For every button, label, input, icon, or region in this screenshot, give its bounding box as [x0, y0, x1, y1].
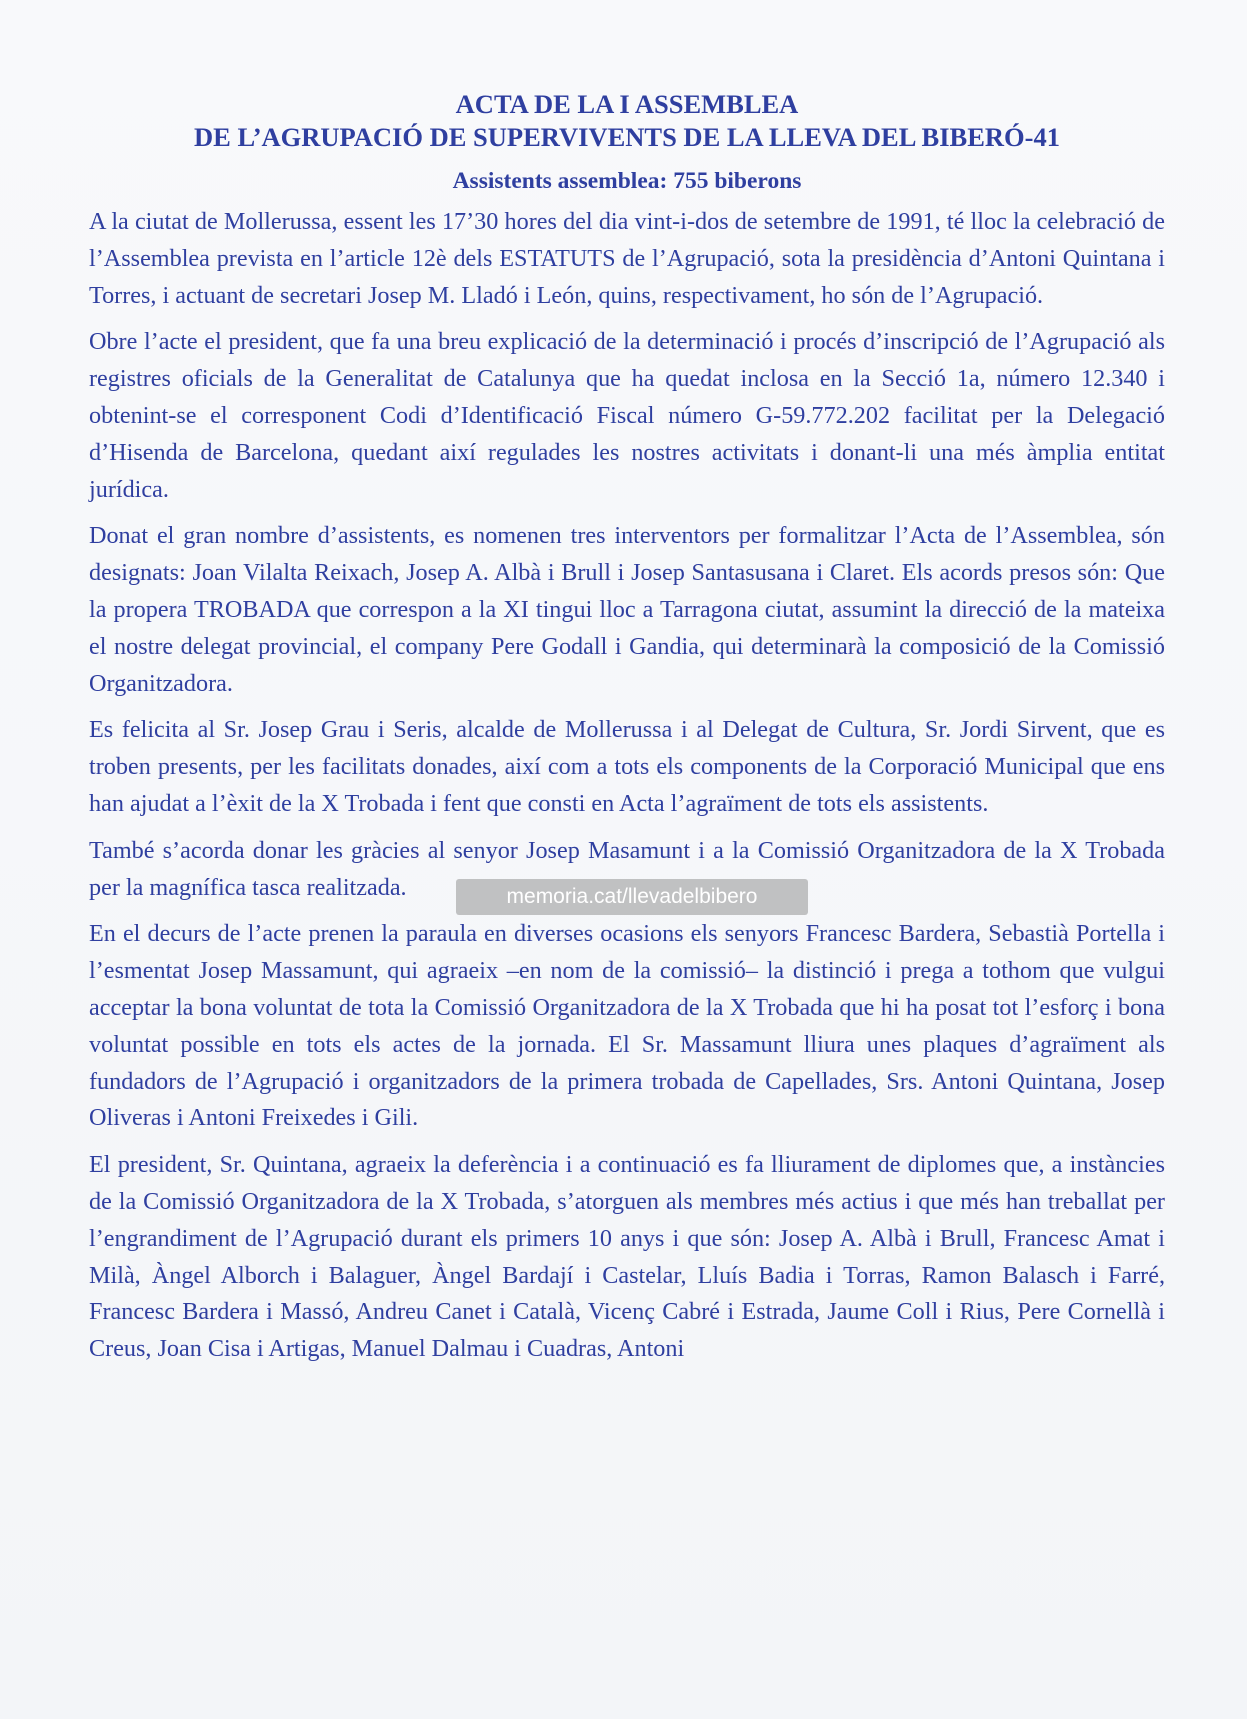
- paragraph: Donat el gran nombre d’assistents, es nomenen tres interventors per formalitzar l’Acta de l’Assemblea, són designats: Joan Vilalta Reixach, Josep A. Albà i Brull i Josep Santasusana i Claret. Els acords presos són: Que la propera TROBADA que correspon a la XI tingui lloc a Tarragona ciutat, assumint la direcció de la mateixa el nostre delegat provincial, el company Pere Godall i Gandia, qui determinarà la composició de la Comissió Organitzadora.: [89, 522, 1165, 697]
- watermark-label: memoria.cat/llevadelbibero: [456, 879, 808, 915]
- title-line-2: DE L’AGRUPACIÓ DE SUPERVIVENTS DE LA LLEVA DEL BIBERÓ-41: [194, 122, 1060, 152]
- paragraph: A la ciutat de Mollerussa, essent les 17’30 hores del dia vint-i-dos de setembre de 1991, té lloc la celebració de l’Assemblea prevista en l’article 12è dels ESTATUTS de l’Agrupació, sota la presidència d’Antoni Quintana i Torres, i actuant de secretari Josep M. Lladó i León, quins, respectivament, ho són de l’Agrupació.: [89, 208, 1165, 309]
- title-line-1: ACTA DE LA I ASSEMBLEA: [455, 89, 799, 119]
- paragraph: Obre l’acte el president, que fa una breu explicació de la determinació i procés d’inscripció de l’Agrupació als registres oficials de la Generalitat de Catalunya que ha quedat inclosa en la Secció 1a, número 12.340 i obtenint-se el corresponent Codi d’Identificació Fiscal número G-59.772.202 facilitat per la Delegació d’Hisenda de Barcelona, quedant així regulades les nostres activitats i donant-li una més àmplia entitat jurídica.: [89, 328, 1165, 503]
- document-title: [89, 88, 1165, 154]
- attendance-subtitle: Assistents assemblea: 755 biberons: [452, 168, 802, 194]
- paragraph: El president, Sr. Quintana, agraeix la deferència i a continuació es fa lliurament de diplomes que, a instàncies de la Comissió Organitzadora de la X Trobada, s’atorguen als membres més actius i que més han treballat per l’engrandiment de l’Agrupació durant els primers 10 anys i que són: Josep A. Albà i Brull, Francesc Amat i Milà, Àngel Alborch i Balaguer, Àngel Bardají i Castelar, Lluís Badia i Torras, Ramon Balasch i Farré, Francesc Bardera i Massó, Andreu Canet i Català, Vicenç Cabré i Estrada, Jaume Coll i Rius, Pere Cornellà i Creus, Joan Cisa i Artigas, Manuel Dalmau i Cuadras, Antoni: [89, 1151, 1165, 1363]
- paragraph: També s’acorda donar les gràcies al senyor Josep Masamunt i a la Comissió Organitzadora de la X Trobada per la magnífica tasca realitzada.: [89, 836, 1165, 901]
- document-body: [89, 88, 1165, 1378]
- paragraph: Es felicita al Sr. Josep Grau i Seris, alcalde de Mollerussa i al Delegat de Cultura, Sr. Jordi Sirvent, que es troben presents, per les facilitats donades, així com a tots els components de la Corporació Municipal que ens han ajudat a l’èxit de la X Trobada i fent que consti en Acta l’agraïment de tots els assistents.: [89, 716, 1165, 817]
- paragraph: En el decurs de l’acte prenen la paraula en diverses ocasions els senyors Francesc Bardera, Sebastià Portella i l’esmentat Josep Massamunt, qui agraeix –en nom de la comissió– la distinció i prega a tothom que vulgui acceptar la bona voluntat de tota la Comissió Organitzadora de la X Trobada que hi ha posat tot l’esforç i bona voluntat possible en tots els actes de la jornada. El Sr. Massamunt lliura unes plaques d’agraïment als fundadors de l’Agrupació i organitzadors de la primera trobada de Capellades, Srs. Antoni Quintana, Josep Oliveras i Antoni Freixedes i Gili.: [89, 920, 1165, 1132]
